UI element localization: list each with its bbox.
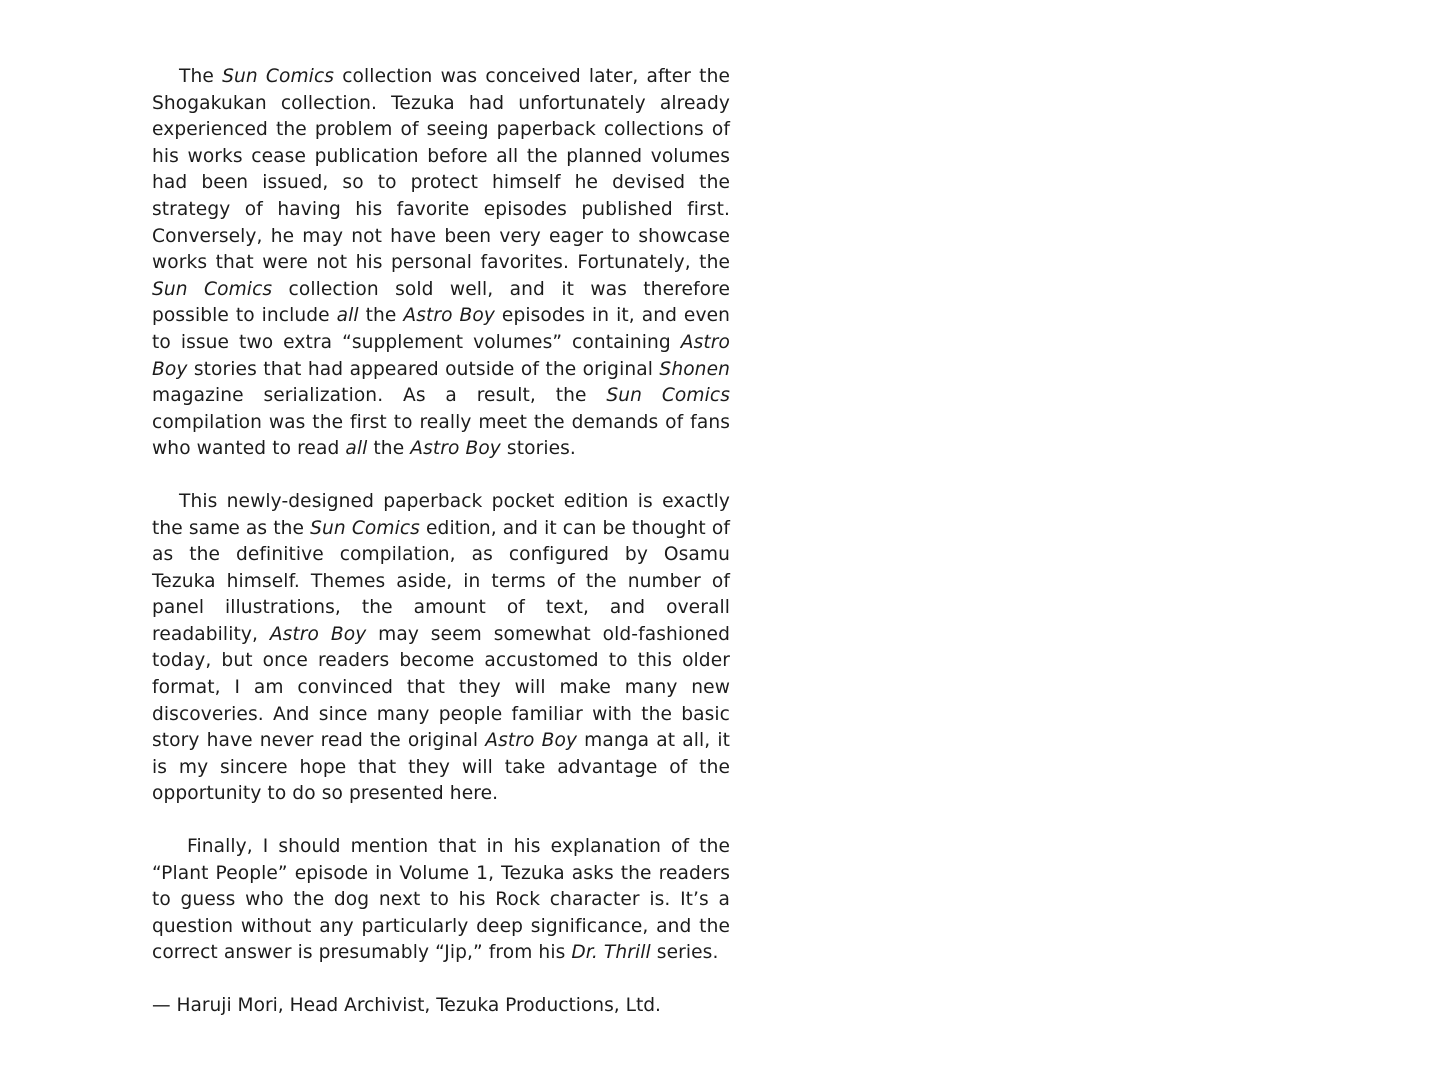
text-run: manga at all, it is my sincere hope that they will take advantage of the opportunity to do so presented here.: [152, 730, 730, 805]
text-run: magazine serialization. As a result, the: [152, 385, 607, 407]
text-run: This newly-designed paperback pocket edition is exactly the same as the: [152, 490, 730, 539]
text-run: collection was conceived later, after the Shogakukan collection. Tezuka had unfortunately already experienced the problem of seeing paperback collections of his works cease publication before all the planned volumes had been issued, so to protect himself he devised the strategy of having his favorite episodes published first. Conversely, he may not have been very eager to showcase works that were not his personal favorites. Fortunately, the: [152, 66, 730, 274]
text-run: series.: [650, 942, 719, 964]
text-run: collection sold well, and it was therefore possible to include: [152, 278, 730, 327]
author-signature: — Haruji Mori, Head Archivist, Tezuka Productions, Ltd.: [152, 995, 661, 1016]
italic-text-run: Sun Comics: [606, 385, 730, 407]
italic-text-run: Astro Boy: [152, 331, 730, 380]
text-run: the: [367, 438, 411, 460]
italic-text-run: Astro Boy: [485, 730, 578, 752]
text-run: episodes in it, and even to issue two extra “supplement volumes” containing: [152, 305, 730, 353]
paragraph-pocket-edition: [152, 489, 730, 808]
text-run: compilation was the first to really meet the demands of fans who wanted to read: [152, 411, 730, 460]
italic-text-run: Sun Comics: [310, 517, 420, 539]
italic-text-run: Shonen: [659, 358, 730, 380]
italic-text-run: Astro Boy: [269, 623, 367, 645]
italic-text-run: Sun Comics: [222, 66, 335, 87]
document-page: [152, 64, 730, 1020]
italic-text-run: Astro Boy: [403, 305, 495, 327]
italic-text-run: all: [336, 305, 359, 327]
italic-text-run: all: [345, 438, 368, 460]
paragraph-sun-comics-history: [152, 64, 730, 463]
text-run: may seem somewhat old-fashioned today, but once readers become accustomed to this older format, I am convinced that they will make many new discoveries. And since many people familiar with the basic story have never read the original: [152, 623, 730, 752]
italic-text-run: Sun Comics: [152, 278, 273, 300]
text-run: edition, and it can be thought of as the definitive compilation, as configured by Osamu Tezuka himself. Themes aside, in terms of the number of panel illustrations, the amount of text, and overall readability,: [152, 517, 730, 645]
italic-text-run: Dr. Thrill: [571, 942, 651, 964]
text-run: stories that had appeared outside of the original: [187, 358, 660, 380]
text-run: the: [358, 305, 404, 327]
italic-text-run: Astro Boy: [410, 438, 501, 460]
text-run: stories.: [500, 438, 576, 460]
text-run: The: [179, 66, 223, 87]
paragraph-plant-people-note: [152, 834, 730, 967]
text-run: Finally, I should mention that in his explanation of the “Plant People” episode in Volume 1, Tezuka asks the readers to guess who the dog next to his Rock character is. It’s a question without any particularly deep significance, and the correct answer is presumably “Jip,” from his: [152, 836, 730, 964]
